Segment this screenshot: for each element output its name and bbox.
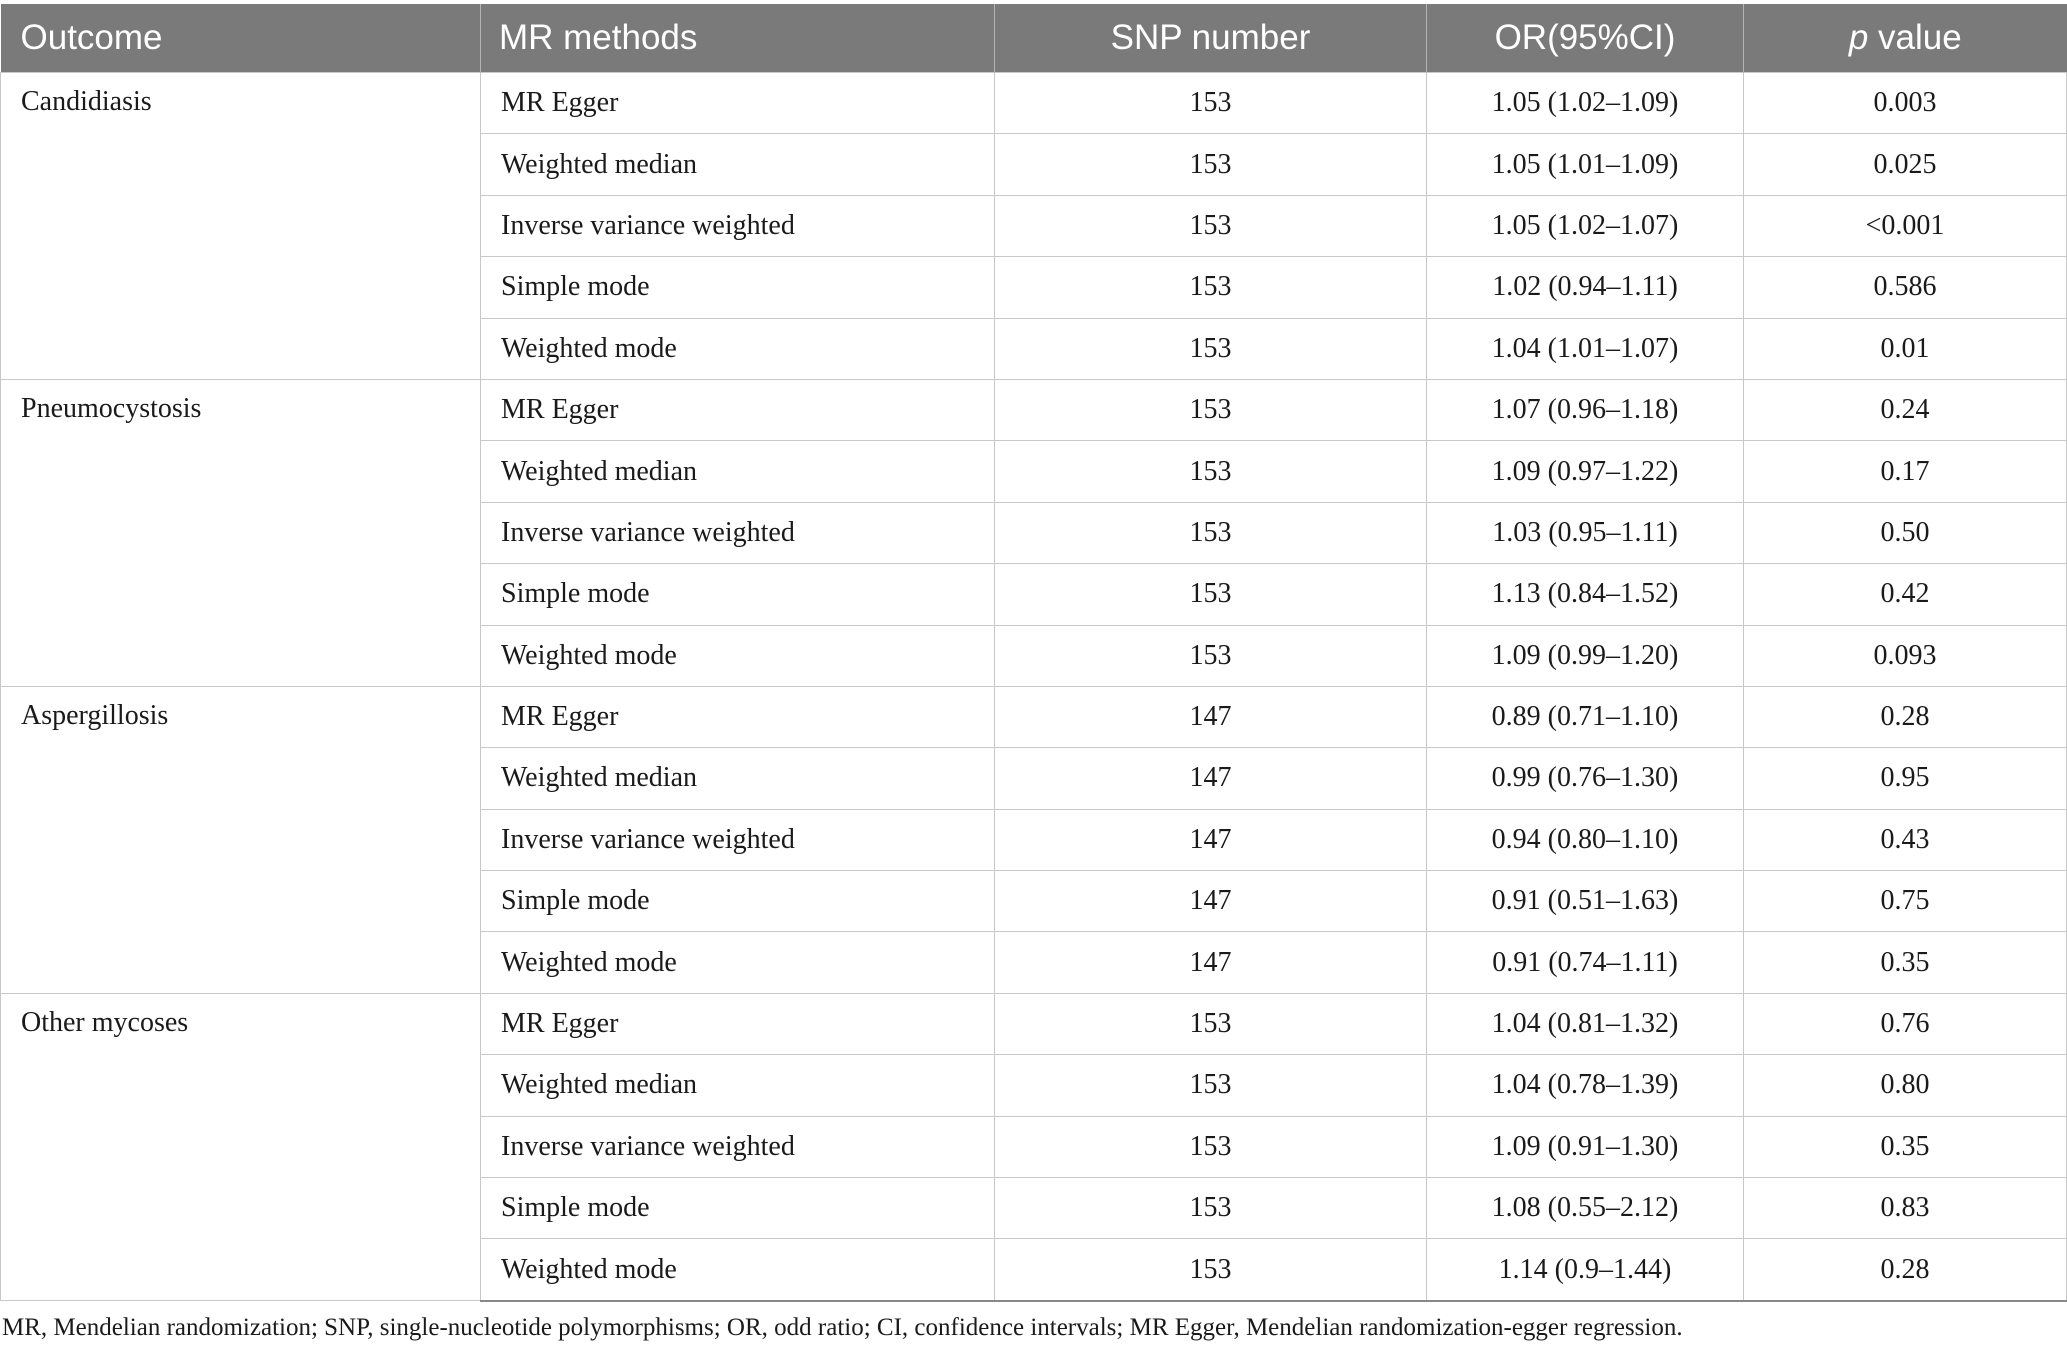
outcome-cell: Other mycoses [1,993,481,1300]
or-ci-cell: 0.99 (0.76–1.30) [1427,748,1744,809]
method-cell: Weighted mode [481,1239,995,1301]
header-mr-methods: MR methods [481,4,995,73]
table-footnote: MR, Mendelian randomization; SNP, single-nucleotide polymorphisms; OR, odd ratio; CI, confidence intervals; MR Egger, Mendelian randomization-egger regression. [2,1314,1683,1341]
p-value-cell: 0.025 [1744,134,2067,195]
or-ci-cell: 1.08 (0.55–2.12) [1427,1178,1744,1239]
table-row [1,686,2067,747]
p-value-cell: 0.17 [1744,441,2067,502]
p-value-cell: 0.35 [1744,1116,2067,1177]
method-cell: Weighted median [481,134,995,195]
p-value-cell: 0.35 [1744,932,2067,993]
or-ci-cell: 0.94 (0.80–1.10) [1427,809,1744,870]
header-snp-number: SNP number [995,4,1427,73]
or-ci-cell: 1.04 (1.01–1.07) [1427,318,1744,379]
or-ci-cell: 1.09 (0.97–1.22) [1427,441,1744,502]
p-value-cell: 0.42 [1744,564,2067,625]
snp-number-cell: 153 [995,379,1427,440]
header-p-italic: p [1848,18,1869,57]
snp-number-cell: 153 [995,441,1427,502]
method-cell: Weighted median [481,441,995,502]
or-ci-cell: 1.13 (0.84–1.52) [1427,564,1744,625]
or-ci-cell: 0.91 (0.74–1.11) [1427,932,1744,993]
p-value-cell: 0.50 [1744,502,2067,563]
table-row [1,993,2067,1054]
header-p-value [1744,4,2067,73]
snp-number-cell: 153 [995,993,1427,1054]
method-cell: MR Egger [481,993,995,1054]
snp-number-cell: 153 [995,73,1427,134]
header-row [1,4,2067,73]
p-value-cell: 0.76 [1744,993,2067,1054]
header-outcome: Outcome [1,4,481,73]
method-cell: MR Egger [481,379,995,440]
or-ci-cell: 1.09 (0.99–1.20) [1427,625,1744,686]
or-ci-cell: 1.03 (0.95–1.11) [1427,502,1744,563]
method-cell: Weighted mode [481,318,995,379]
p-value-cell: 0.093 [1744,625,2067,686]
method-cell: Weighted mode [481,625,995,686]
p-value-cell: 0.28 [1744,1239,2067,1301]
or-ci-cell: 0.89 (0.71–1.10) [1427,686,1744,747]
header-or-ci: OR(95%CI) [1427,4,1744,73]
outcome-cell: Aspergillosis [1,686,481,993]
table-row [1,73,2067,134]
results-table [0,4,2067,1302]
snp-number-cell: 147 [995,748,1427,809]
or-ci-cell: 1.04 (0.81–1.32) [1427,993,1744,1054]
method-cell: MR Egger [481,73,995,134]
p-value-cell: 0.95 [1744,748,2067,809]
or-ci-cell: 1.09 (0.91–1.30) [1427,1116,1744,1177]
snp-number-cell: 153 [995,318,1427,379]
or-ci-cell: 1.05 (1.02–1.09) [1427,73,1744,134]
snp-number-cell: 153 [995,502,1427,563]
or-ci-cell: 1.02 (0.94–1.11) [1427,257,1744,318]
or-ci-cell: 1.07 (0.96–1.18) [1427,379,1744,440]
snp-number-cell: 147 [995,809,1427,870]
snp-number-cell: 147 [995,932,1427,993]
snp-number-cell: 153 [995,1239,1427,1301]
outcome-cell: Pneumocystosis [1,379,481,686]
snp-number-cell: 153 [995,195,1427,256]
method-cell: Simple mode [481,1178,995,1239]
or-ci-cell: 1.14 (0.9–1.44) [1427,1239,1744,1301]
method-cell: Weighted mode [481,932,995,993]
outcome-cell: Candidiasis [1,73,481,380]
snp-number-cell: 153 [995,134,1427,195]
p-value-cell: 0.003 [1744,73,2067,134]
method-cell: Simple mode [481,257,995,318]
p-value-cell: 0.01 [1744,318,2067,379]
method-cell: Simple mode [481,564,995,625]
p-value-cell: 0.28 [1744,686,2067,747]
method-cell: Inverse variance weighted [481,502,995,563]
p-value-cell: 0.586 [1744,257,2067,318]
or-ci-cell: 1.04 (0.78–1.39) [1427,1055,1744,1116]
snp-number-cell: 147 [995,871,1427,932]
snp-number-cell: 153 [995,257,1427,318]
snp-number-cell: 153 [995,625,1427,686]
snp-number-cell: 153 [995,564,1427,625]
snp-number-cell: 153 [995,1116,1427,1177]
p-value-cell: 0.80 [1744,1055,2067,1116]
or-ci-cell: 0.91 (0.51–1.63) [1427,871,1744,932]
or-ci-cell: 1.05 (1.02–1.07) [1427,195,1744,256]
snp-number-cell: 153 [995,1055,1427,1116]
p-value-cell: 0.24 [1744,379,2067,440]
method-cell: Simple mode [481,871,995,932]
method-cell: Weighted median [481,748,995,809]
snp-number-cell: 147 [995,686,1427,747]
or-ci-cell: 1.05 (1.01–1.09) [1427,134,1744,195]
method-cell: Inverse variance weighted [481,809,995,870]
header-p-rest: value [1868,18,1962,57]
p-value-cell: 0.83 [1744,1178,2067,1239]
method-cell: Inverse variance weighted [481,195,995,256]
table-row [1,379,2067,440]
p-value-cell: 0.75 [1744,871,2067,932]
snp-number-cell: 153 [995,1178,1427,1239]
method-cell: Weighted median [481,1055,995,1116]
p-value-cell: <0.001 [1744,195,2067,256]
method-cell: MR Egger [481,686,995,747]
method-cell: Inverse variance weighted [481,1116,995,1177]
p-value-cell: 0.43 [1744,809,2067,870]
